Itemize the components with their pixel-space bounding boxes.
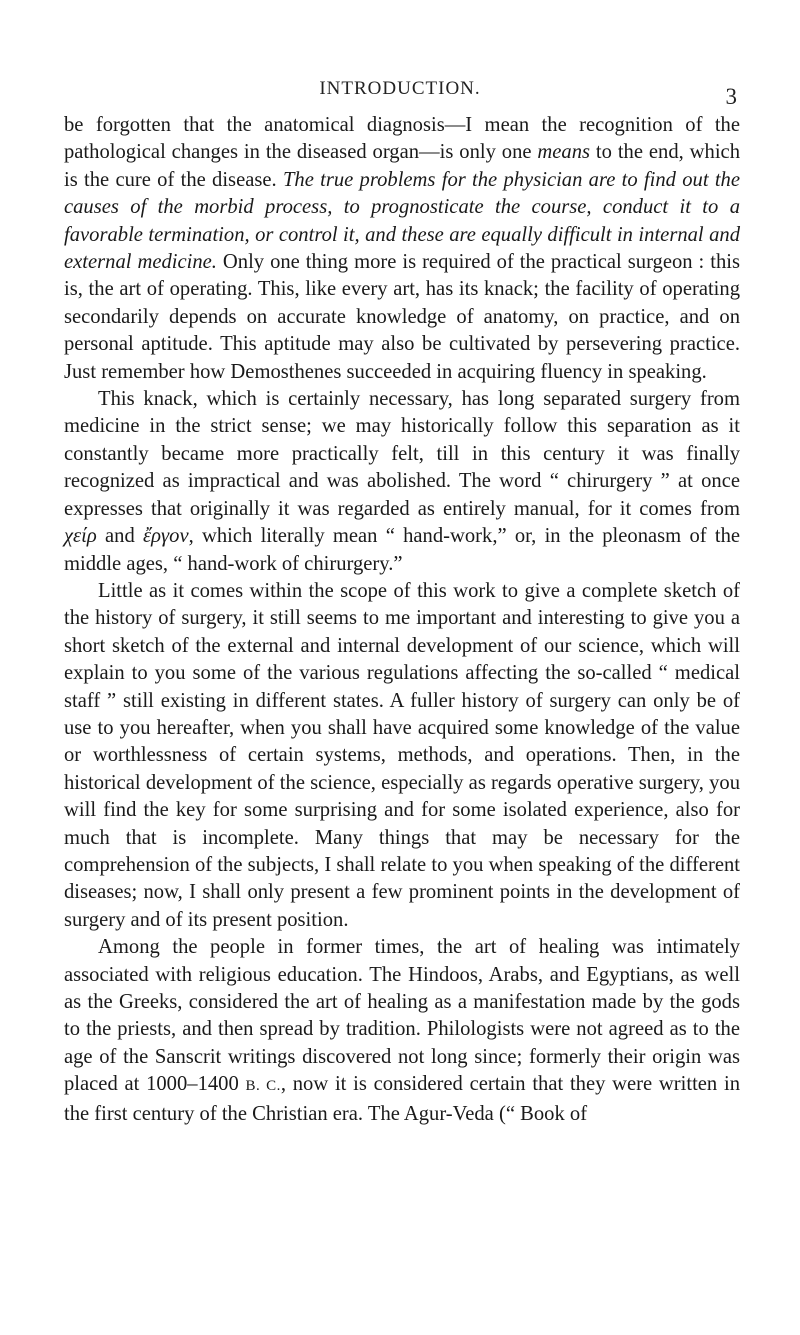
greek-word: χείρ	[64, 525, 97, 548]
text-run: Among the people in former times, the art of healing was intimately associated with religious education. The Hindoos, Arabs, and Egyptians, as well as the Greeks, considered the art of healing as a manifestation made by the gods to the priests, and then spread by tradition. Philologists were not agreed as to the age of the Sanscrit writings discovered not long since; formerly their origin was placed at 1000–1400	[64, 936, 740, 1096]
paragraph-4	[64, 934, 740, 1128]
text-run: This knack, which is certainly necessary, has long separated surgery from medicine in the strict sense; we may historically follow this separation as it constantly became more practically felt, till in this century it was finally recognized as impractical and was abolished. The word “ chirurgery ” at once expresses that originally it was regarded as entirely manual, for it comes from	[64, 388, 740, 520]
paragraph-3	[64, 578, 740, 934]
page-header	[0, 78, 800, 108]
text-run: Little as it comes within the scope of this work to give a complete sketch of the history of surgery, it still seems to me important and interesting to give you a short sketch of the external and internal development of our science, which will explain to you some of the various regulations affecting the so-called “ medical staff ” still existing in different states. A fuller history of surgery can only be of use to you hereafter, when you shall have acquired some knowledge of the value or worthlessness of certain systems, methods, and operations. Then, in the historical development of the science, especially as regards operative surgery, you will find the key for some surprising and for some isolated experience, also for much that is incomplete. Many things that may be necessary for the comprehension of the subjects, I shall relate to you when speaking of the different diseases; now, I shall only present a few prominent points in the development of surgery and of its present position.	[64, 579, 740, 931]
text-run: , now it is considered certain that they were written in the first century of the Christian era. The Agur-Veda (“ Book of	[64, 1073, 740, 1125]
italic-run: The true problems for the physician are to find out the causes of the morbid process, to prognosticate the course, conduct it to a favorable termination, or control it, and these are equally difficult in internal and external medicine.	[64, 168, 740, 274]
small-caps-run: B. C.	[245, 1078, 281, 1095]
running-head: INTRODUCTION.	[319, 78, 481, 99]
paragraph-1	[64, 112, 740, 386]
greek-word: ἔργον	[143, 525, 189, 548]
italic-run: means	[537, 141, 591, 164]
text-run: to the end, which is the cure of the disease.	[64, 141, 740, 191]
body-text	[64, 112, 740, 1128]
text-run: Only one thing more is required of the practical surgeon : this is, the art of operating. This, like every art, has its knack; the facility of operating secondarily depends on accurate knowledge of anatomy, on practice, and on personal aptitude. This aptitude may also be cultivated by persevering practice. Just remember how Demosthenes succeeded in acquiring fluency in speaking.	[64, 251, 740, 383]
text-run: , which literally mean “ hand-work,” or, in the pleonasm of the middle ages, “ hand-work of chirurgery.”	[64, 525, 741, 575]
paragraph-2	[64, 386, 740, 578]
text-run: and	[96, 525, 144, 548]
page-number: 3	[725, 84, 737, 109]
text-run: be forgotten that the anatomical diagnosis—I mean the recognition of the pathological changes in the diseased organ—is only one	[64, 114, 740, 164]
